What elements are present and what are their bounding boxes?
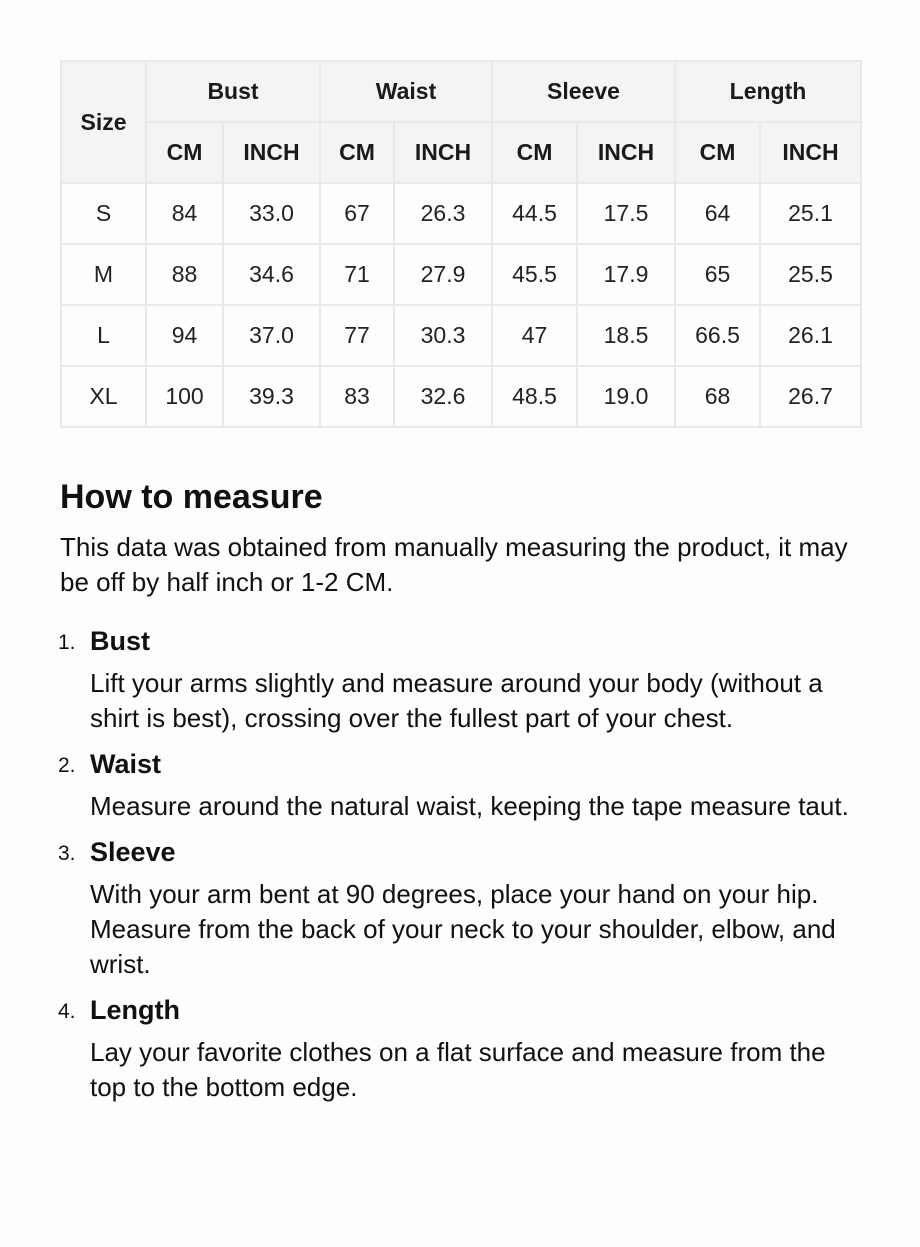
table-cell: 25.1 [760,183,861,244]
step-number: 2. [58,754,76,777]
list-item [60,991,860,1114]
size-cell: XL [61,366,146,427]
table-cell: 26.3 [394,183,492,244]
unit-header-cm: CM [492,122,577,183]
group-header-waist: Waist [320,61,492,122]
size-cell: S [61,183,146,244]
list-item [60,622,860,745]
unit-header-inch: INCH [223,122,320,183]
unit-header-inch: INCH [577,122,675,183]
step-description: With your arm bent at 90 degrees, place your hand on your hip. Measure from the back of your neck to your shoulder, elbow, and wrist. [90,879,836,979]
table-row [61,305,861,366]
table-cell: 47 [492,305,577,366]
table-cell: 37.0 [223,305,320,366]
table-header-row-groups [61,61,861,122]
table-row [61,244,861,305]
measure-steps-list [60,622,860,1114]
table-cell: 44.5 [492,183,577,244]
group-header-bust: Bust [146,61,320,122]
table-cell: 71 [320,244,394,305]
table-cell: 83 [320,366,394,427]
table-cell: 27.9 [394,244,492,305]
unit-header-cm: CM [675,122,760,183]
table-cell: 39.3 [223,366,320,427]
step-title: Sleeve [90,837,176,867]
table-cell: 65 [675,244,760,305]
step-number: 3. [58,842,76,865]
table-header-row-units [61,122,861,183]
unit-header-inch: INCH [760,122,861,183]
unit-header-cm: CM [320,122,394,183]
table-row [61,183,861,244]
step-description: Measure around the natural waist, keeping the tape measure taut. [90,791,849,821]
size-chart-page [58,60,860,1102]
how-to-measure-heading: How to measure [60,478,323,516]
step-description: Lift your arms slightly and measure around your body (without a shirt is best), crossing over the fullest part of your chest. [90,668,823,733]
table-cell: 25.5 [760,244,861,305]
table-cell: 33.0 [223,183,320,244]
unit-header-cm: CM [146,122,223,183]
table-cell: 18.5 [577,305,675,366]
table-cell: 17.5 [577,183,675,244]
group-header-sleeve: Sleeve [492,61,675,122]
list-item [60,745,860,833]
size-cell: M [61,244,146,305]
table-cell: 48.5 [492,366,577,427]
table-cell: 30.3 [394,305,492,366]
table-cell: 77 [320,305,394,366]
step-title: Length [90,995,180,1025]
table-cell: 32.6 [394,366,492,427]
step-number: 4. [58,1000,76,1023]
table-cell: 67 [320,183,394,244]
table-cell: 68 [675,366,760,427]
table-row [61,366,861,427]
table-cell: 88 [146,244,223,305]
table-cell: 26.7 [760,366,861,427]
table-cell: 34.6 [223,244,320,305]
intro-text: This data was obtained from manually measuring the product, it may be off by half inch or 1-2 CM. [60,532,848,597]
step-title: Bust [90,626,150,656]
table-cell: 17.9 [577,244,675,305]
table-cell: 26.1 [760,305,861,366]
step-number: 1. [58,631,76,654]
group-header-length: Length [675,61,861,122]
unit-header-inch: INCH [394,122,492,183]
table-cell: 94 [146,305,223,366]
size-header: Size [61,61,146,183]
table-cell: 66.5 [675,305,760,366]
table-cell: 45.5 [492,244,577,305]
table-cell: 19.0 [577,366,675,427]
table-cell: 84 [146,183,223,244]
size-cell: L [61,305,146,366]
list-item [60,833,860,991]
table-cell: 100 [146,366,223,427]
step-description: Lay your favorite clothes on a flat surface and measure from the top to the bottom edge. [90,1037,826,1102]
table-cell: 64 [675,183,760,244]
step-title: Waist [90,749,162,779]
size-table [60,60,862,428]
